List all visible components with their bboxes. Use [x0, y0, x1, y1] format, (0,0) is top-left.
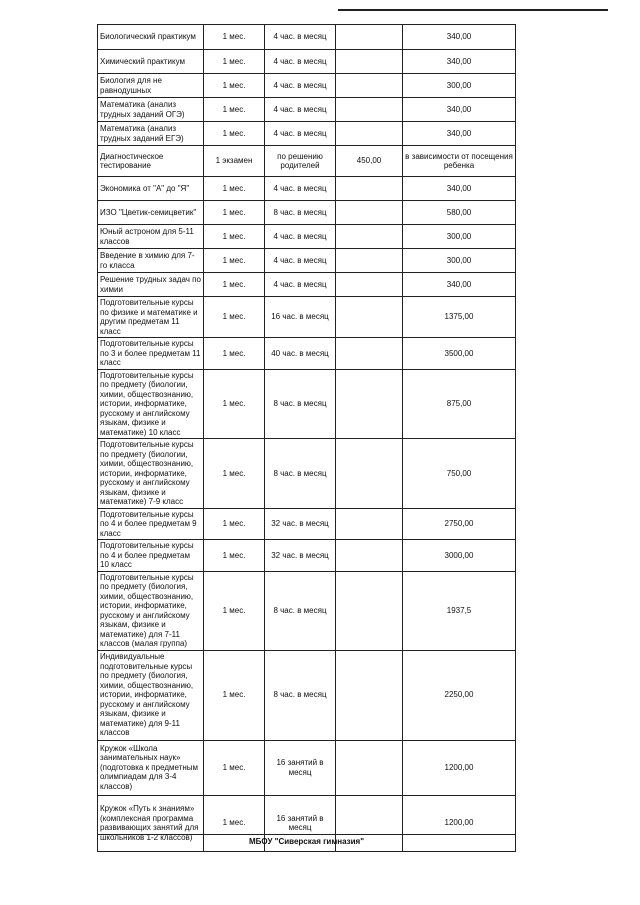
table-row	[98, 439, 516, 509]
cell-name: Подготовительные курсы по 4 и более предметам 9 класс	[98, 508, 204, 540]
table-row	[98, 74, 516, 98]
cell-name: Подготовительные курсы по предмету (биология, химии, обществознанию, истории, информатике, русскому и английскому языкам, физике и математике) для 7-11 классов (малая группа)	[98, 571, 204, 650]
cell-hours: 8 час. в месяц	[265, 201, 336, 225]
cell-name: ИЗО "Цветик-семицветик"	[98, 201, 204, 225]
cell-price	[336, 25, 403, 50]
cell-name: Индивидуальные подготовительные курсы по предмету (биология, химии, обществознанию, истории, информатике, русскому и английскому языкам, физике и математике) для 9-11 классов	[98, 650, 204, 740]
cell-period: 1 мес.	[204, 571, 265, 650]
cell-period: 1 мес.	[204, 439, 265, 509]
fees-table-body	[98, 25, 516, 852]
cell-name: Кружок «Школа занимательных наук» (подготовка к предметным олимпиадам для 3-4 классов)	[98, 740, 204, 795]
cell-period: 1 мес.	[204, 201, 265, 225]
cell-price	[336, 50, 403, 74]
cell-total: 340,00	[403, 50, 516, 74]
cell-price	[336, 273, 403, 297]
cell-name: Математика (анализ трудных заданий ОГЭ)	[98, 98, 204, 122]
cell-price	[336, 439, 403, 509]
cell-total: 1375,00	[403, 297, 516, 338]
cell-hours: 4 час. в месяц	[265, 50, 336, 74]
cell-total: 1200,00	[403, 740, 516, 795]
table-row	[98, 98, 516, 122]
cell-price	[336, 338, 403, 370]
cell-total: 340,00	[403, 177, 516, 201]
cell-name: Биология для не равнодушных	[98, 74, 204, 98]
cell-price	[336, 571, 403, 650]
cell-name: Биологический практикум	[98, 25, 204, 50]
cell-period: 1 мес.	[204, 50, 265, 74]
cell-name: Химический практикум	[98, 50, 204, 74]
cell-price	[336, 225, 403, 249]
cell-total: 580,00	[403, 201, 516, 225]
table-row	[98, 273, 516, 297]
cell-price	[336, 122, 403, 146]
cell-total: 300,00	[403, 249, 516, 273]
cell-price	[336, 74, 403, 98]
cell-period: 1 мес.	[204, 273, 265, 297]
table-row	[98, 338, 516, 370]
cell-period: 1 мес.	[204, 338, 265, 370]
cell-name: Юный астроном для 5-11 классов	[98, 225, 204, 249]
cell-hours: 8 час. в месяц	[265, 650, 336, 740]
cell-name: Подготовительные курсы по 3 и более предметам 11 класс	[98, 338, 204, 370]
table-row	[98, 369, 516, 439]
cell-price	[336, 297, 403, 338]
table-row	[98, 201, 516, 225]
table-row	[98, 571, 516, 650]
cell-price: 450,00	[336, 146, 403, 177]
table-row	[98, 146, 516, 177]
table-row	[98, 297, 516, 338]
cell-period: 1 мес.	[204, 297, 265, 338]
top-rule	[338, 9, 608, 11]
cell-price	[336, 177, 403, 201]
cell-name: Введение в химию для 7-го класса	[98, 249, 204, 273]
cell-total: 3000,00	[403, 540, 516, 572]
cell-total: 2250,00	[403, 650, 516, 740]
cell-hours: 8 час. в месяц	[265, 439, 336, 509]
cell-name: Математика (анализ трудных заданий ЕГЭ)	[98, 122, 204, 146]
cell-price	[336, 369, 403, 439]
cell-period: 1 мес.	[204, 508, 265, 540]
cell-hours: 4 час. в месяц	[265, 273, 336, 297]
table-row	[98, 225, 516, 249]
cell-hours: 4 час. в месяц	[265, 98, 336, 122]
cell-period: 1 мес.	[204, 74, 265, 98]
cell-total: 340,00	[403, 25, 516, 50]
cell-price	[336, 508, 403, 540]
cell-period: 1 мес.	[204, 225, 265, 249]
cell-period: 1 мес.	[204, 25, 265, 50]
cell-hours: 32 час. в месяц	[265, 540, 336, 572]
cell-hours: 4 час. в месяц	[265, 249, 336, 273]
cell-period: 1 мес.	[204, 122, 265, 146]
cell-hours: 16 занятий в месяц	[265, 795, 336, 851]
table-row	[98, 740, 516, 795]
cell-period: 1 мес.	[204, 98, 265, 122]
fees-table	[97, 24, 516, 852]
cell-total: 340,00	[403, 122, 516, 146]
table-row	[98, 508, 516, 540]
cell-hours: 4 час. в месяц	[265, 177, 336, 201]
cell-hours: 16 час. в месяц	[265, 297, 336, 338]
cell-hours: 40 час. в месяц	[265, 338, 336, 370]
table-row	[98, 50, 516, 74]
cell-period: 1 мес.	[204, 249, 265, 273]
table-row	[98, 25, 516, 50]
cell-total: 300,00	[403, 225, 516, 249]
cell-period: 1 мес.	[204, 177, 265, 201]
cell-name: Экономика от "А" до "Я"	[98, 177, 204, 201]
cell-name: Диагностическое тестирование	[98, 146, 204, 177]
cell-hours: 8 час. в месяц	[265, 369, 336, 439]
cell-hours: 32 час. в месяц	[265, 508, 336, 540]
cell-total: 340,00	[403, 273, 516, 297]
cell-period: 1 экзамен	[204, 146, 265, 177]
cell-total: 340,00	[403, 98, 516, 122]
cell-hours: 16 занятий в месяц	[265, 740, 336, 795]
cell-hours: 4 час. в месяц	[265, 25, 336, 50]
cell-hours: 4 час. в месяц	[265, 122, 336, 146]
cell-total: 1937,5	[403, 571, 516, 650]
cell-total: 3500,00	[403, 338, 516, 370]
cell-period: 1 мес.	[204, 540, 265, 572]
cell-period: 1 мес.	[204, 740, 265, 795]
table-row	[98, 540, 516, 572]
cell-period: 1 мес.	[204, 650, 265, 740]
cell-name: Подготовительные курсы по предмету (биологии, химии, обществознанию, истории, информатике, русскому и английскому языкам, физике и математике) 10 класс	[98, 369, 204, 439]
cell-price	[336, 249, 403, 273]
cell-price	[336, 740, 403, 795]
cell-period: 1 мес.	[204, 369, 265, 439]
table-row	[98, 650, 516, 740]
cell-price	[336, 650, 403, 740]
cell-name: Подготовительные курсы по физике и математике и другим предметам 11 класс	[98, 297, 204, 338]
cell-total: 1200,00	[403, 795, 516, 851]
cell-total: 300,00	[403, 74, 516, 98]
cell-price	[336, 540, 403, 572]
cell-name: Решение трудных задач по химии	[98, 273, 204, 297]
table-row	[98, 177, 516, 201]
cell-price	[336, 98, 403, 122]
cell-hours: 8 час. в месяц	[265, 571, 336, 650]
cell-price	[336, 201, 403, 225]
table-row	[98, 249, 516, 273]
cell-name: Кружок «Путь к знаниям» (комплексная программа развивающих занятий для школьников 1-2 классов)	[98, 795, 204, 851]
cell-hours: 4 час. в месяц	[265, 74, 336, 98]
cell-total: 2750,00	[403, 508, 516, 540]
footer-organization: МБОУ "Сиверская гимназия"	[97, 834, 516, 846]
cell-total: 875,00	[403, 369, 516, 439]
cell-hours: по решению родителей	[265, 146, 336, 177]
table-row	[98, 122, 516, 146]
cell-period: 1 мес.	[204, 795, 265, 851]
cell-total: 750,00	[403, 439, 516, 509]
cell-name: Подготовительные курсы по предмету (биологии, химии, обществознанию, истории, информатике, русскому и английскому языкам, физике и математике) 7-9 класс	[98, 439, 204, 509]
cell-name: Подготовительные курсы по 4 и более предметам 10 класс	[98, 540, 204, 572]
cell-hours: 4 час. в месяц	[265, 225, 336, 249]
cell-total: в зависимости от посещения ребенка	[403, 146, 516, 177]
